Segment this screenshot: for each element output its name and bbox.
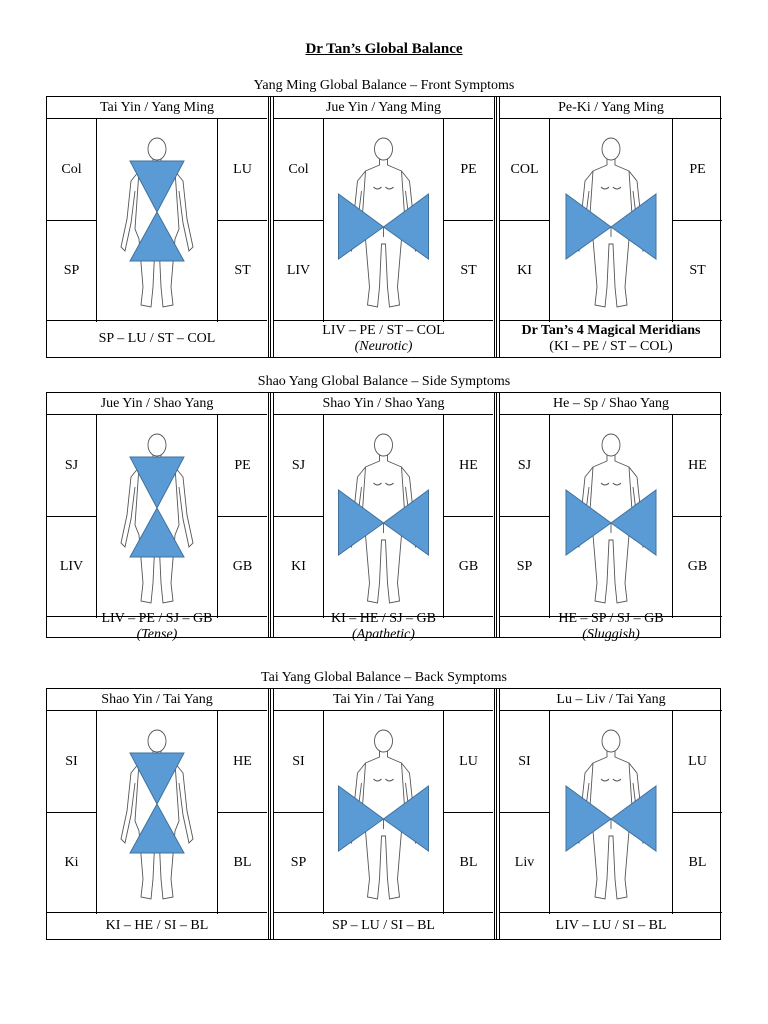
right-meridian-column bbox=[443, 119, 493, 322]
left-triangle bbox=[339, 490, 384, 555]
bowtie-shape bbox=[566, 194, 656, 259]
bowtie-shape bbox=[566, 786, 656, 851]
balance-panel bbox=[274, 689, 493, 939]
meridian-label: GB bbox=[687, 558, 708, 574]
panel-header: Shao Yin / Shao Yang bbox=[274, 393, 493, 415]
figure-area bbox=[324, 711, 443, 914]
footer-formula: LIV – PE / SJ – GB bbox=[101, 611, 213, 626]
meridian-label: Col bbox=[47, 119, 96, 221]
footer-note: (Tense) bbox=[136, 627, 178, 642]
panel-footer bbox=[500, 320, 722, 357]
figure-svg bbox=[97, 711, 217, 914]
panel-footer bbox=[500, 912, 722, 939]
footer-note: (Apathetic) bbox=[352, 627, 415, 642]
balance-grid bbox=[46, 688, 721, 940]
section-heading: Shao Yang Global Balance – Side Symptoms bbox=[257, 374, 511, 389]
left-meridian-column bbox=[274, 415, 324, 618]
right-meridian-column bbox=[217, 119, 267, 322]
figure-svg bbox=[97, 119, 217, 322]
footer-formula: SP – LU / SI – BL bbox=[332, 918, 435, 933]
meridian-label: ST bbox=[234, 262, 251, 278]
meridian-label: LU bbox=[444, 711, 493, 813]
right-triangle bbox=[384, 194, 429, 259]
meridian-label: Col bbox=[274, 119, 323, 221]
panel-footer bbox=[47, 912, 267, 939]
meridian-label: LU bbox=[673, 711, 722, 813]
footer-note: (Sluggish) bbox=[582, 627, 640, 642]
meridian-label: Liv bbox=[514, 854, 535, 870]
hourglass-shape bbox=[130, 457, 184, 557]
footer-formula: LIV – LU / SI – BL bbox=[555, 918, 667, 933]
footer-formula: SP – LU / ST – COL bbox=[98, 331, 216, 346]
panel-footer bbox=[500, 611, 722, 642]
meridian-label: ST bbox=[460, 262, 477, 278]
meridian-label: Ki bbox=[64, 854, 79, 870]
meridian-label: BL bbox=[233, 854, 252, 870]
meridian-label: HE bbox=[444, 415, 493, 517]
meridian-label: SP bbox=[516, 558, 533, 574]
balance-panel bbox=[274, 393, 493, 642]
bowtie-shape bbox=[339, 786, 429, 851]
meridian-label: GB bbox=[232, 558, 253, 574]
balance-panel bbox=[500, 393, 722, 642]
figure-area bbox=[97, 415, 217, 618]
meridian-label: BL bbox=[688, 854, 707, 870]
left-meridian-column bbox=[274, 711, 324, 914]
figure-area bbox=[550, 119, 672, 322]
panel-header: Jue Yin / Yang Ming bbox=[274, 97, 493, 119]
figure-svg bbox=[324, 415, 443, 618]
left-triangle bbox=[339, 194, 384, 259]
meridian-label: SI bbox=[274, 711, 323, 813]
panel-header: Tai Yin / Tai Yang bbox=[274, 689, 493, 711]
balance-panel bbox=[500, 689, 722, 939]
right-meridian-column bbox=[672, 415, 722, 618]
meridian-label: SI bbox=[500, 711, 549, 813]
meridian-label: HE bbox=[218, 711, 267, 813]
panel-header: Shao Yin / Tai Yang bbox=[47, 689, 267, 711]
section-heading: Tai Yang Global Balance – Back Symptoms bbox=[261, 670, 507, 685]
footer-formula: KI – HE / SI – BL bbox=[105, 918, 209, 933]
balance-panel bbox=[274, 97, 493, 357]
footer-formula: HE – SP / SJ – GB bbox=[558, 611, 664, 626]
right-meridian-column bbox=[443, 415, 493, 618]
right-triangle bbox=[611, 194, 656, 259]
balance-panel bbox=[47, 393, 267, 642]
figure-svg bbox=[324, 711, 443, 914]
bowtie-shape bbox=[566, 490, 656, 555]
section-heading: Yang Ming Global Balance – Front Symptoms bbox=[253, 78, 515, 93]
meridian-label: HE bbox=[673, 415, 722, 517]
left-meridian-column bbox=[47, 415, 97, 618]
left-triangle bbox=[339, 786, 384, 851]
panel-header: Lu – Liv / Tai Yang bbox=[500, 689, 722, 711]
panel-footer bbox=[47, 320, 267, 357]
footer-formula: KI – HE / SJ – GB bbox=[330, 611, 436, 626]
meridian-label: SJ bbox=[47, 415, 96, 517]
left-meridian-column bbox=[47, 711, 97, 914]
footer-note: (KI – PE / ST – COL) bbox=[549, 339, 673, 354]
balance-grid bbox=[46, 392, 721, 642]
balance-grid bbox=[46, 96, 721, 358]
hourglass-shape bbox=[130, 161, 184, 261]
left-meridian-column bbox=[500, 119, 550, 322]
balance-panel bbox=[47, 97, 267, 357]
right-meridian-column bbox=[443, 711, 493, 914]
figure-area bbox=[324, 415, 443, 618]
right-triangle bbox=[611, 786, 656, 851]
right-triangle bbox=[611, 490, 656, 555]
right-triangle bbox=[384, 490, 429, 555]
meridian-label: SP bbox=[290, 854, 307, 870]
left-meridian-column bbox=[500, 711, 550, 914]
meridian-label: SP bbox=[63, 262, 80, 278]
panel-footer bbox=[274, 912, 493, 939]
figure-svg bbox=[97, 415, 217, 618]
left-meridian-column bbox=[500, 415, 550, 618]
meridian-label: PE bbox=[673, 119, 722, 221]
panel-footer bbox=[274, 320, 493, 357]
panel-header: Pe-Ki / Yang Ming bbox=[500, 97, 722, 119]
figure-area bbox=[97, 119, 217, 322]
bowtie-shape bbox=[339, 490, 429, 555]
figure-area bbox=[550, 415, 672, 618]
figure-svg bbox=[550, 415, 672, 618]
left-triangle bbox=[566, 786, 611, 851]
meridian-label: SI bbox=[47, 711, 96, 813]
meridian-label: PE bbox=[218, 415, 267, 517]
figure-svg bbox=[550, 119, 672, 322]
left-triangle bbox=[566, 490, 611, 555]
balance-panel bbox=[47, 689, 267, 939]
footer-note: (Neurotic) bbox=[354, 339, 413, 354]
figure-area bbox=[550, 711, 672, 914]
meridian-label: LU bbox=[218, 119, 267, 221]
meridian-label: LIV bbox=[59, 558, 84, 574]
meridian-label: GB bbox=[458, 558, 479, 574]
meridian-label: COL bbox=[500, 119, 549, 221]
left-meridian-column bbox=[274, 119, 324, 322]
panel-header: Jue Yin / Shao Yang bbox=[47, 393, 267, 415]
panel-footer bbox=[274, 611, 493, 642]
footer-formula: Dr Tan’s 4 Magical Meridians bbox=[521, 323, 701, 338]
bowtie-shape bbox=[339, 194, 429, 259]
figure-area bbox=[97, 711, 217, 914]
meridian-label: PE bbox=[444, 119, 493, 221]
meridian-label: SJ bbox=[274, 415, 323, 517]
meridian-label: KI bbox=[517, 262, 532, 278]
right-meridian-column bbox=[672, 119, 722, 322]
panel-header: Tai Yin / Yang Ming bbox=[47, 97, 267, 119]
right-triangle bbox=[384, 786, 429, 851]
figure-svg bbox=[550, 711, 672, 914]
meridian-label: BL bbox=[459, 854, 478, 870]
figure-svg bbox=[324, 119, 443, 322]
balance-panel bbox=[500, 97, 722, 357]
footer-formula: LIV – PE / ST – COL bbox=[322, 323, 445, 338]
meridian-label: ST bbox=[689, 262, 706, 278]
right-meridian-column bbox=[672, 711, 722, 914]
document-title: Dr Tan’s Global Balance bbox=[305, 41, 463, 57]
right-meridian-column bbox=[217, 711, 267, 914]
hourglass-shape bbox=[130, 753, 184, 853]
meridian-label: SJ bbox=[500, 415, 549, 517]
left-meridian-column bbox=[47, 119, 97, 322]
panel-header: He – Sp / Shao Yang bbox=[500, 393, 722, 415]
panel-footer bbox=[47, 611, 267, 642]
left-triangle bbox=[566, 194, 611, 259]
figure-area bbox=[324, 119, 443, 322]
meridian-label: KI bbox=[291, 558, 306, 574]
right-meridian-column bbox=[217, 415, 267, 618]
meridian-label: LIV bbox=[286, 262, 311, 278]
